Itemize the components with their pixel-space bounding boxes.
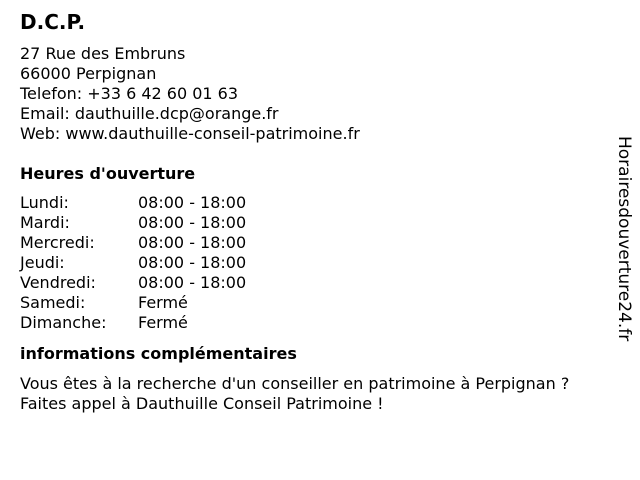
hours-row-sunday [20, 313, 246, 333]
hours-row-wednesday [20, 233, 246, 253]
additional-info-text [20, 374, 592, 414]
additional-info-heading: informations complémentaires [20, 344, 297, 363]
hours-row-thursday [20, 253, 246, 273]
day-label: Mardi: [20, 213, 70, 232]
day-label: Mercredi: [20, 233, 95, 252]
street-address: 27 Rue des Embruns [20, 44, 186, 63]
hours-row-monday [20, 193, 246, 213]
day-label: Jeudi: [20, 253, 65, 272]
hours-row-tuesday [20, 213, 246, 233]
city-address: 66000 Perpignan [20, 64, 157, 83]
hours-row-friday [20, 273, 246, 293]
site-brand-vertical-text[interactable]: Horairesdouverture24.fr [614, 136, 634, 342]
hours-row-saturday [20, 293, 246, 313]
website-link[interactable]: Web: www.dauthuille-conseil-patrimoine.fr [20, 124, 360, 143]
hours-value: 08:00 - 18:00 [138, 253, 247, 272]
opening-hours-heading: Heures d'ouverture [20, 164, 196, 183]
email-address[interactable]: Email: dauthuille.dcp@orange.fr [20, 104, 279, 123]
day-label: Dimanche: [20, 313, 107, 332]
hours-value: 08:00 - 18:00 [138, 233, 247, 252]
info-line-1: Vous êtes à la recherche d'un conseiller en patrimoine à Perpignan ? [20, 374, 570, 393]
company-name: D.C.P. [20, 10, 86, 34]
day-label: Lundi: [20, 193, 69, 212]
info-line-2: Faites appel à Dauthuille Conseil Patrimoine ! [20, 394, 384, 413]
day-label: Vendredi: [20, 273, 96, 292]
hours-value: Fermé [138, 293, 188, 312]
opening-hours-table [20, 193, 246, 333]
hours-value: 08:00 - 18:00 [138, 213, 247, 232]
phone-number[interactable]: Telefon: +33 6 42 60 01 63 [20, 84, 239, 103]
business-card [20, 8, 600, 414]
hours-value: Fermé [138, 313, 188, 332]
hours-value: 08:00 - 18:00 [138, 193, 247, 212]
hours-value: 08:00 - 18:00 [138, 273, 247, 292]
contact-block [20, 44, 600, 144]
day-label: Samedi: [20, 293, 86, 312]
